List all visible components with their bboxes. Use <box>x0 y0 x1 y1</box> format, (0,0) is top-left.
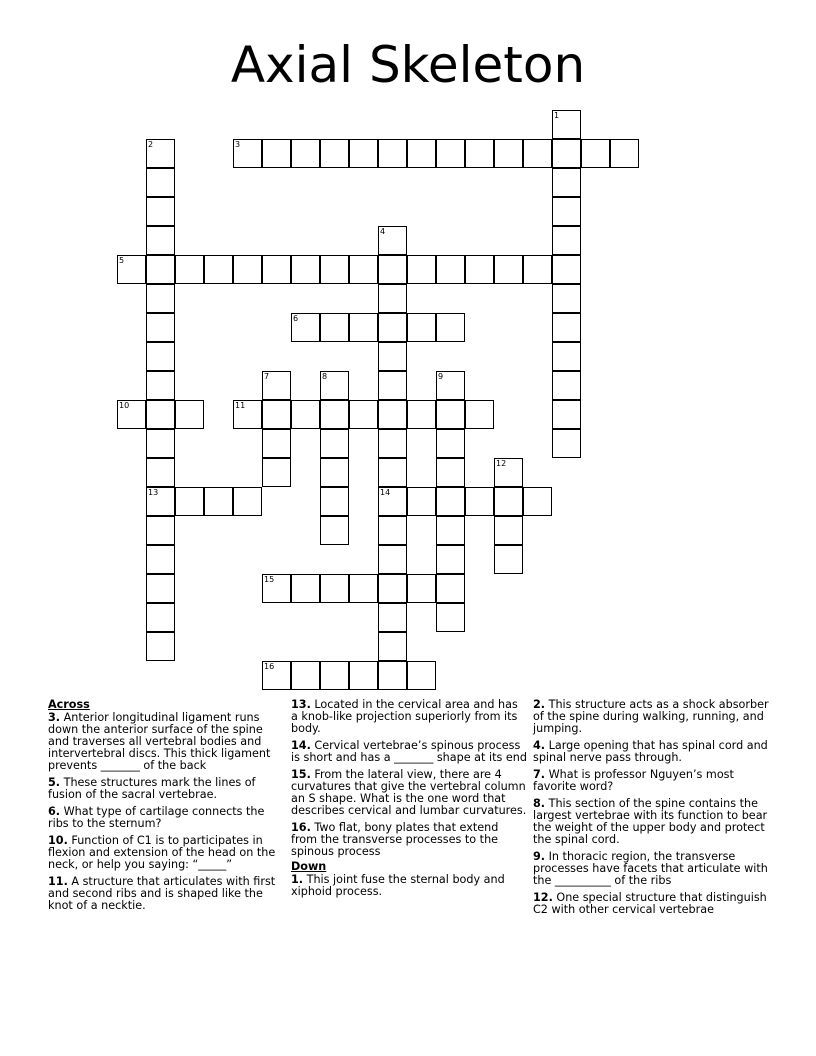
crossword-cell[interactable] <box>146 284 175 313</box>
crossword-cell[interactable] <box>262 661 291 690</box>
crossword-cell[interactable] <box>378 371 407 400</box>
crossword-cell[interactable] <box>146 139 175 168</box>
crossword-cell[interactable] <box>262 139 291 168</box>
cell-number: 10 <box>119 401 130 410</box>
crossword-cell[interactable] <box>436 458 465 487</box>
crossword-cell[interactable] <box>262 574 291 603</box>
crossword-cell[interactable] <box>320 574 349 603</box>
crossword-cell[interactable] <box>146 226 175 255</box>
crossword-cell[interactable] <box>494 139 523 168</box>
crossword-cell[interactable] <box>378 429 407 458</box>
crossword-cell[interactable] <box>436 255 465 284</box>
crossword-cell[interactable] <box>320 313 349 342</box>
crossword-cell[interactable] <box>494 458 523 487</box>
crossword-cell[interactable] <box>378 313 407 342</box>
clue-down-8: 8. This section of the spine contains the largest vertebrae with its function to bear the weight of the upper body and protect the spinal cord. <box>533 797 768 846</box>
crossword-cell[interactable] <box>378 574 407 603</box>
crossword-cell[interactable] <box>146 429 175 458</box>
across-heading: Across <box>48 698 90 711</box>
crossword-cell[interactable] <box>523 255 552 284</box>
cell-number: 5 <box>119 256 125 265</box>
crossword-cell[interactable] <box>436 400 465 429</box>
crossword-cell[interactable] <box>320 255 349 284</box>
crossword-cell[interactable] <box>523 139 552 168</box>
cell-number: 7 <box>264 372 270 381</box>
crossword-cell[interactable] <box>175 400 204 429</box>
crossword-cell[interactable] <box>378 342 407 371</box>
crossword-cell[interactable] <box>494 255 523 284</box>
cell-number: 3 <box>235 140 241 149</box>
crossword-cell[interactable] <box>552 313 581 342</box>
crossword-cell[interactable] <box>175 487 204 516</box>
crossword-cell[interactable] <box>436 487 465 516</box>
crossword-cell[interactable] <box>146 255 175 284</box>
crossword-cell[interactable] <box>349 313 378 342</box>
cell-number: 12 <box>496 459 507 468</box>
clues-column-3 <box>533 699 769 921</box>
clue-down-7: 7. What is professor Nguyen’s most favorite word? <box>533 768 734 793</box>
crossword-cell[interactable] <box>233 139 262 168</box>
crossword-cell[interactable] <box>407 661 436 690</box>
crossword-cell[interactable] <box>320 661 349 690</box>
crossword-cell[interactable] <box>262 255 291 284</box>
clues-column-1 <box>48 699 284 917</box>
crossword-cell[interactable] <box>378 139 407 168</box>
crossword-cell[interactable] <box>552 168 581 197</box>
page-title: Axial Skeleton <box>230 36 586 94</box>
clue-across-15: 15. From the lateral view, there are 4 curvatures that give the vertebral column an S shape. What is the one word that describes cervical and lumbar curvatures. <box>291 768 527 817</box>
crossword-cell[interactable] <box>552 342 581 371</box>
crossword-cell[interactable] <box>146 632 175 661</box>
crossword-cell[interactable] <box>378 516 407 545</box>
crossword-cell[interactable] <box>552 429 581 458</box>
crossword-cell[interactable] <box>146 516 175 545</box>
crossword-cell[interactable] <box>378 255 407 284</box>
clue-across-5: 5. These structures mark the lines of fusion of the sacral vertebrae. <box>48 776 256 801</box>
crossword-cell[interactable] <box>378 284 407 313</box>
crossword-cell[interactable] <box>146 400 175 429</box>
crossword-cell[interactable] <box>349 661 378 690</box>
crossword-cell[interactable] <box>407 400 436 429</box>
clue-across-11: 11. A structure that articulates with first and second ribs and is shaped like the knot of a necktie. <box>48 875 276 912</box>
crossword-cell[interactable] <box>146 487 175 516</box>
clue-down-12: 12. One special structure that distinguish C2 with other cervical vertebrae <box>533 891 767 916</box>
cell-number: 1 <box>554 111 560 120</box>
crossword-cell[interactable] <box>349 400 378 429</box>
crossword-cell[interactable] <box>407 574 436 603</box>
crossword-cell[interactable] <box>320 516 349 545</box>
clue-down-1: 1. This joint fuse the sternal body and xiphoid process. <box>291 873 505 898</box>
crossword-cell[interactable] <box>262 458 291 487</box>
crossword-cell[interactable] <box>320 458 349 487</box>
crossword-cell[interactable] <box>291 313 320 342</box>
clue-down-4: 4. Large opening that has spinal cord and spinal nerve pass through. <box>533 739 768 764</box>
crossword-cell[interactable] <box>552 284 581 313</box>
crossword-cell[interactable] <box>436 603 465 632</box>
clue-across-16: 16. Two flat, bony plates that extend from the transverse processes to the spinous process <box>291 821 499 858</box>
crossword-cell[interactable] <box>320 139 349 168</box>
crossword-cell[interactable] <box>465 139 494 168</box>
crossword-cell[interactable] <box>233 400 262 429</box>
crossword-cell[interactable] <box>465 400 494 429</box>
crossword-cell[interactable] <box>146 574 175 603</box>
clue-across-14: 14. Cervical vertebrae’s spinous process is short and has a _______ shape at its end <box>291 739 527 764</box>
crossword-cell[interactable] <box>436 313 465 342</box>
crossword-cell[interactable] <box>407 139 436 168</box>
crossword-cell[interactable] <box>320 487 349 516</box>
crossword-cell[interactable] <box>552 371 581 400</box>
crossword-cell[interactable] <box>407 255 436 284</box>
crossword-cell[interactable] <box>117 400 146 429</box>
crossword-cell[interactable] <box>436 516 465 545</box>
crossword-cell[interactable] <box>291 661 320 690</box>
crossword-cell[interactable] <box>291 574 320 603</box>
cell-number: 9 <box>438 372 444 381</box>
crossword-cell[interactable] <box>407 487 436 516</box>
crossword-cell[interactable] <box>349 255 378 284</box>
cell-number: 4 <box>380 227 386 236</box>
crossword-cell[interactable] <box>146 168 175 197</box>
crossword-cell[interactable] <box>378 487 407 516</box>
crossword-cell[interactable] <box>146 371 175 400</box>
crossword-cell[interactable] <box>233 255 262 284</box>
crossword-cell[interactable] <box>262 371 291 400</box>
crossword-cell[interactable] <box>291 400 320 429</box>
crossword-cell[interactable] <box>465 487 494 516</box>
crossword-cell[interactable] <box>552 226 581 255</box>
clue-across-10: 10. Function of C1 is to participates in flexion and extension of the head on the neck, or help you saying: “_____” <box>48 834 276 871</box>
crossword-cell[interactable] <box>552 255 581 284</box>
crossword-cell[interactable] <box>378 603 407 632</box>
crossword-cell[interactable] <box>146 545 175 574</box>
clue-across-13: 13. Located in the cervical area and has a knob-like projection superiorly from its body. <box>291 698 518 735</box>
crossword-cell[interactable] <box>204 255 233 284</box>
crossword-cell[interactable] <box>204 487 233 516</box>
crossword-cell[interactable] <box>320 400 349 429</box>
crossword-cell[interactable] <box>146 342 175 371</box>
crossword-cell[interactable] <box>465 255 494 284</box>
crossword-cell[interactable] <box>146 197 175 226</box>
crossword-cell[interactable] <box>407 313 436 342</box>
crossword-cell[interactable] <box>494 545 523 574</box>
crossword-cell[interactable] <box>262 429 291 458</box>
cell-number: 14 <box>380 488 391 497</box>
crossword-cell[interactable] <box>291 139 320 168</box>
cell-number: 15 <box>264 575 275 584</box>
cell-number: 16 <box>264 662 275 671</box>
crossword-cell[interactable] <box>436 429 465 458</box>
cell-number: 13 <box>148 488 159 497</box>
clue-down-2: 2. This structure acts as a shock absorber of the spine during walking, running, and jumping. <box>533 698 769 735</box>
crossword-cell[interactable] <box>117 255 146 284</box>
crossword-cell[interactable] <box>436 574 465 603</box>
crossword-cell[interactable] <box>349 574 378 603</box>
crossword-cell[interactable] <box>233 487 262 516</box>
crossword-cell[interactable] <box>523 487 552 516</box>
crossword-cell[interactable] <box>581 139 610 168</box>
cell-number: 8 <box>322 372 328 381</box>
crossword-cell[interactable] <box>378 458 407 487</box>
crossword-cell[interactable] <box>320 429 349 458</box>
crossword-cell[interactable] <box>378 661 407 690</box>
crossword-cell[interactable] <box>494 487 523 516</box>
crossword-cell[interactable] <box>552 110 581 139</box>
crossword-cell[interactable] <box>291 255 320 284</box>
clue-across-3: 3. Anterior longitudinal ligament runs down the anterior surface of the spine and traverses all vertebral bodies and intervertebral discs. This thick ligament prevents _______ of the back <box>48 711 271 772</box>
clue-across-6: 6. What type of cartilage connects the ribs to the sternum? <box>48 805 265 830</box>
crossword-cell[interactable] <box>146 603 175 632</box>
crossword-cell[interactable] <box>378 545 407 574</box>
crossword-cell[interactable] <box>610 139 639 168</box>
crossword-cell[interactable] <box>552 139 581 168</box>
crossword-cell[interactable] <box>436 545 465 574</box>
clue-down-9: 9. In thoracic region, the transverse processes have facets that articulate with the __________ of the ribs <box>533 850 768 887</box>
crossword-cell[interactable] <box>552 400 581 429</box>
cell-number: 6 <box>293 314 299 323</box>
crossword-cell[interactable] <box>552 197 581 226</box>
cell-number: 11 <box>235 401 246 410</box>
crossword-cell[interactable] <box>494 516 523 545</box>
crossword-cell[interactable] <box>378 226 407 255</box>
crossword-cell[interactable] <box>175 255 204 284</box>
crossword-cell[interactable] <box>320 371 349 400</box>
crossword-cell[interactable] <box>262 400 291 429</box>
down-heading: Down <box>291 860 327 873</box>
crossword-cell[interactable] <box>436 371 465 400</box>
cell-number: 2 <box>148 140 154 149</box>
crossword-cell[interactable] <box>146 313 175 342</box>
crossword-cell[interactable] <box>378 632 407 661</box>
crossword-cell[interactable] <box>146 458 175 487</box>
crossword-cell[interactable] <box>378 400 407 429</box>
clues-column-2 <box>291 699 527 903</box>
crossword-cell[interactable] <box>349 139 378 168</box>
crossword-cell[interactable] <box>436 139 465 168</box>
